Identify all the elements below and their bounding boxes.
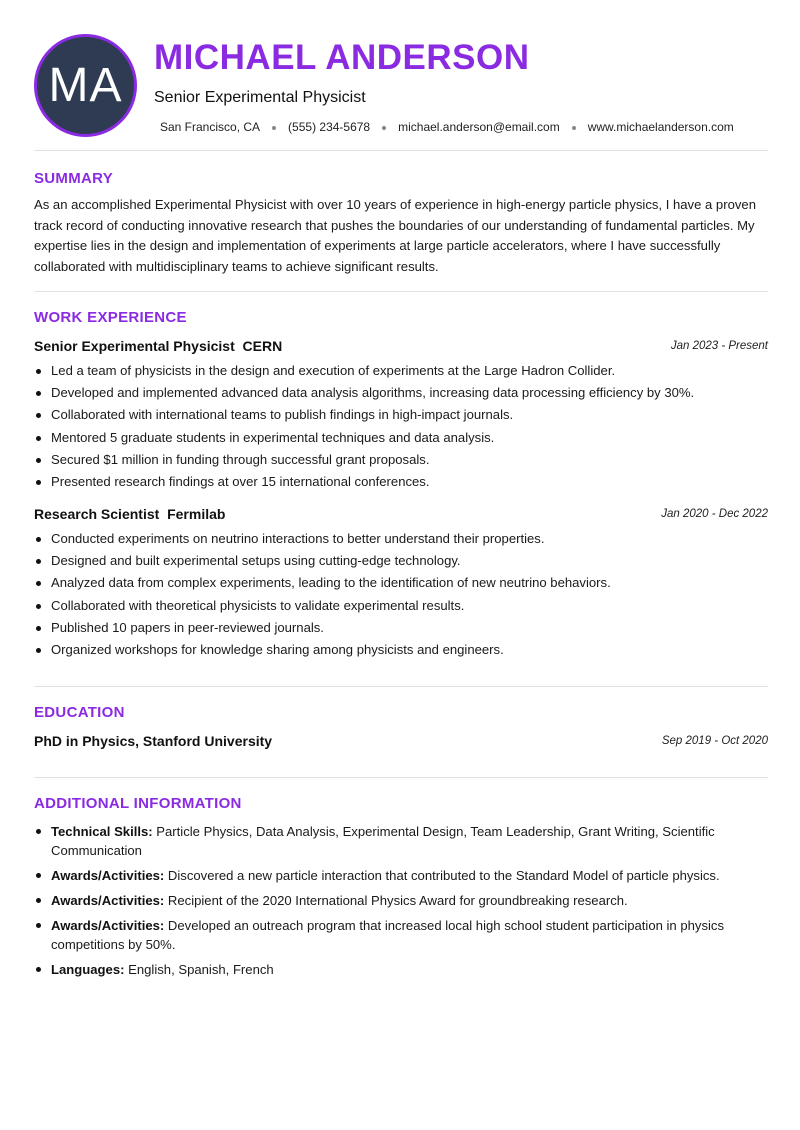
contact-email[interactable]: michael.anderson@email.com [398,120,560,134]
section-divider [34,777,768,778]
avatar-initials: MA [48,59,123,112]
list-item: Mentored 5 graduate students in experimental techniques and data analysis. [34,429,768,447]
list-item [34,822,768,860]
info-text: Recipient of the 2020 International Physics Award for groundbreaking research. [167,893,628,908]
info-label: Awards/Activities: [51,893,165,908]
info-text: Developed an outreach program that increased local high school student participation in physics competitions by 50%. [51,918,725,952]
list-item: Presented research findings at over 15 international conferences. [34,473,768,491]
list-item: Designed and built experimental setups using cutting-edge technology. [34,552,768,570]
info-label: Technical Skills: [51,824,153,839]
info-label: Awards/Activities: [51,868,165,883]
avatar [34,34,137,137]
list-item: Collaborated with international teams to publish findings in high-impact journals. [34,406,768,424]
separator-dot-icon [382,126,386,130]
section-divider [34,291,768,292]
job-bullets [34,362,768,495]
resume-header [34,34,768,138]
additional-list [34,822,768,985]
job-dates: Jan 2020 - Dec 2022 [661,508,768,520]
list-item [34,916,768,954]
job-header [34,506,768,524]
candidate-title: Senior Experimental Physicist [154,89,366,106]
list-item [34,891,768,910]
additional-heading: ADDITIONAL INFORMATION [34,795,242,812]
job-header [34,338,768,356]
list-item: Collaborated with theoretical physicists to validate experimental results. [34,597,768,615]
summary-heading: SUMMARY [34,170,114,187]
contact-line [160,120,734,134]
separator-dot-icon [572,126,576,130]
separator-dot-icon [272,126,276,130]
job-dates: Jan 2023 - Present [670,340,768,352]
job-company: Fermilab [167,506,226,522]
job-bullets [34,530,768,663]
job-title: Senior Experimental Physicist [34,338,235,354]
list-item: Led a team of physicists in the design and execution of experiments at the Large Hadron Collider. [34,362,768,380]
info-label: Languages: [51,962,125,977]
list-item: Secured $1 million in funding through successful grant proposals. [34,451,768,469]
list-item: Published 10 papers in peer-reviewed journals. [34,619,768,637]
education-heading: EDUCATION [34,704,125,721]
list-item: Analyzed data from complex experiments, leading to the identification of new neutrino behaviors. [34,574,768,592]
list-item [34,960,768,979]
list-item: Developed and implemented advanced data analysis algorithms, increasing data processing efficiency by 30%. [34,384,768,402]
job-title-line [34,338,282,354]
contact-phone: (555) 234-5678 [288,120,371,134]
list-item: Organized workshops for knowledge sharing among physicists and engineers. [34,641,768,659]
list-item [34,866,768,885]
job-company: CERN [242,338,283,354]
job-title: Research Scientist [34,506,160,522]
experience-heading: WORK EXPERIENCE [34,309,187,326]
job-title-line [34,506,225,522]
info-text: English, Spanish, French [128,962,274,977]
contact-location: San Francisco, CA [160,120,261,134]
contact-website[interactable]: www.michaelanderson.com [587,120,734,134]
section-divider [34,686,768,687]
summary-text: As an accomplished Experimental Physicist with over 10 years of experience in high-energy particle physics, I have a proven track record of conducting innovative research that pushes the boundaries of our understanding of fundamental particles. My expertise lies in the design and implementation of experiments at large particle accelerators, where I have successfully collaborated with multidisciplinary teams to achieve significant results. [34,197,756,274]
info-label: Awards/Activities: [51,918,165,933]
section-divider [34,150,768,151]
education-degree: PhD in Physics, Stanford University [34,733,273,749]
candidate-name: MICHAEL ANDERSON [154,38,530,77]
education-entry [34,733,768,751]
list-item: Conducted experiments on neutrino interactions to better understand their properties. [34,530,768,548]
info-text: Particle Physics, Data Analysis, Experimental Design, Team Leadership, Grant Writing, Scientific Communication [51,824,715,858]
info-text: Discovered a new particle interaction that contributed to the Standard Model of particle physics. [167,868,720,883]
education-dates: Sep 2019 - Oct 2020 [661,735,768,747]
